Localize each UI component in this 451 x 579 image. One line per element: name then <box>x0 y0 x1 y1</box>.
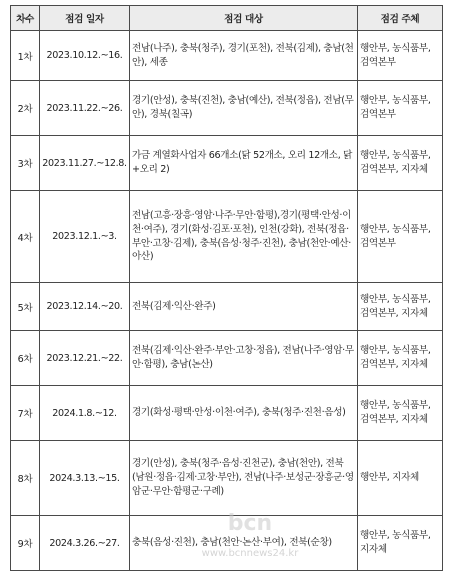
header-period: 점검 일자 <box>40 6 130 31</box>
period-cell: 2024.1.8.~12. <box>40 386 130 441</box>
round-cell: 6차 <box>11 331 40 386</box>
table-row <box>11 386 443 441</box>
agency-cell: 행안부, 농식품부, 검역본부 <box>358 81 443 136</box>
round-cell: 2차 <box>11 81 40 136</box>
target-cell: 충북(음성·진천), 충남(천안·논산·부여), 전북(순창) <box>130 516 358 571</box>
round-cell: 4차 <box>11 191 40 283</box>
agency-cell: 행안부, 농식품부, 검역본부, 지자체 <box>358 386 443 441</box>
target-cell: 가금 계열화사업자 66개소(닭 52개소, 오리 12개소, 닭+오리 2) <box>130 136 358 191</box>
header-round: 차수 <box>11 6 40 31</box>
target-cell: 경기(안성), 충북(청주·음성·진천군), 충남(천안), 전북(남원·정읍·김제·고창·부안), 전남(나주·보성군·장흥군·영암군·무안·함평군·구례) <box>130 441 358 516</box>
agency-cell: 행안부, 농식품부, 검역본부, 지자체 <box>358 283 443 331</box>
round-cell: 7차 <box>11 386 40 441</box>
period-cell: 2023.12.14.~20. <box>40 283 130 331</box>
round-cell: 5차 <box>11 283 40 331</box>
period-cell: 2024.3.13.~15. <box>40 441 130 516</box>
table-row <box>11 331 443 386</box>
table-row <box>11 81 443 136</box>
table-row <box>11 283 443 331</box>
table-row <box>11 136 443 191</box>
period-cell: 2024.3.26.~27. <box>40 516 130 571</box>
target-cell: 경기(안성), 충북(진천), 충남(예산), 전북(정읍), 전남(무안), 경북(칠곡) <box>130 81 358 136</box>
target-cell: 전남(나주), 충북(청주), 경기(포천), 전북(김제), 충남(천안), 세종 <box>130 31 358 81</box>
watermark-logo-mark: bcn <box>227 511 273 536</box>
table-header-row <box>11 6 443 31</box>
round-cell: 3차 <box>11 136 40 191</box>
agency-cell: 행안부, 지자체 <box>358 441 443 516</box>
agency-cell: 행안부, 농식품부, 지자체 <box>358 516 443 571</box>
round-cell: 1차 <box>11 31 40 81</box>
table-row <box>11 31 443 81</box>
inspection-schedule-table <box>10 5 443 571</box>
header-target: 점검 대상 <box>130 6 358 31</box>
target-cell: 전북(김제·익산·완주) <box>130 283 358 331</box>
target-cell: 경기(화성·평택·안성·이천·여주), 충북(청주·진천·음성) <box>130 386 358 441</box>
target-cell: 전남(고흥·장흥·영암·나주·무안·함평),경기(평택·안성·이천·여주), 경기(화성·김포·포천), 인천(강화), 전북(정읍·부안·고창·김제), 충북(음성·청주·진천), 충남(천안·예산·아산) <box>130 191 358 283</box>
table-row <box>11 441 443 516</box>
agency-cell: 행안부, 농식품부, 검역본부, 지자체 <box>358 136 443 191</box>
agency-cell: 행안부, 농식품부, 검역본부 <box>358 31 443 81</box>
round-cell: 9차 <box>11 516 40 571</box>
table-row <box>11 191 443 283</box>
agency-cell: 행안부, 농식품부, 검역본부, 지자체 <box>358 331 443 386</box>
agency-cell: 행안부, 농식품부, 검역본부 <box>358 191 443 283</box>
period-cell: 2023.12.21.~22. <box>40 331 130 386</box>
table-row <box>11 516 443 571</box>
period-cell: 2023.10.12.~16. <box>40 31 130 81</box>
period-cell: 2023.11.27.~12.8. <box>40 136 130 191</box>
round-cell: 8차 <box>11 441 40 516</box>
period-cell: 2023.12.1.~3. <box>40 191 130 283</box>
period-cell: 2023.11.22.~26. <box>40 81 130 136</box>
header-agency: 점검 주체 <box>358 6 443 31</box>
watermark-url: www.bcnnews24.kr <box>201 548 299 559</box>
target-cell: 전북(김제·익산·완주·부안·고창·정읍), 전남(나주·영암·무안·함평), 충남(논산) <box>130 331 358 386</box>
